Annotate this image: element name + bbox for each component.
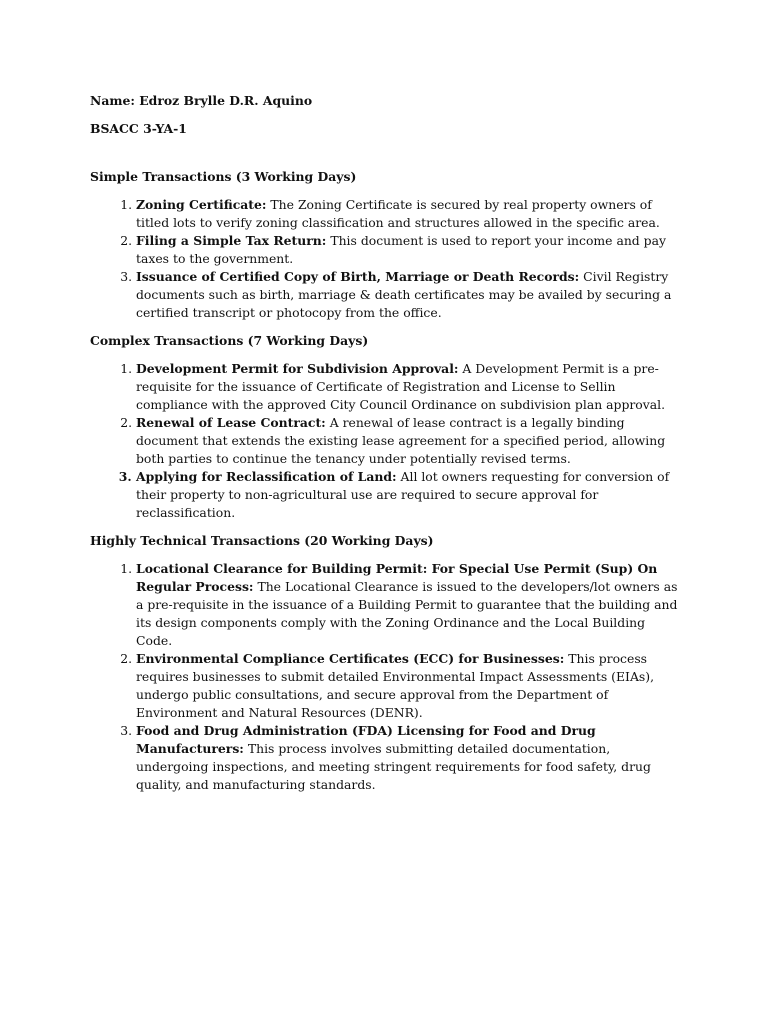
item-term: Zoning Certificate: (136, 197, 267, 212)
item-text: This process requires businesses to submit detailed Environmental Impact Assessments (EIAs), undergo public consultations, and secure approval from the Department of Environment and Natural Resources (DENR). (136, 651, 655, 720)
item-text: Civil Registry documents such as birth, marriage & death certificates may be availed by securing a certified transcript or photocopy from the office. (136, 269, 672, 320)
item-text: A Development Permit is a pre-requisite for the issuance of Certificate of Registration and License to Sellin compliance with the approved City Council Ordinance on subdivision plan approval. (136, 361, 666, 412)
item-term: Food and Drug Administration (FDA) Licensing for Food and Drug Manufacturers: (136, 723, 596, 756)
highly-technical-transactions-list (90, 560, 680, 794)
list-item (136, 468, 680, 522)
student-name: Name: Edroz Brylle D.R. Aquino (90, 93, 313, 108)
list-item (136, 360, 680, 414)
item-term: Filing a Simple Tax Return: (136, 233, 327, 248)
item-term: Renewal of Lease Contract: (136, 415, 326, 430)
simple-transactions-list (90, 196, 680, 322)
list-item (136, 232, 680, 268)
item-text: All lot owners requesting for conversion of their property to non-agricultural use are required to secure approval for reclassification. (136, 469, 670, 520)
course-section: BSACC 3-YA-1 (90, 121, 187, 136)
list-item (136, 650, 680, 722)
list-item (136, 196, 680, 232)
item-text: The Locational Clearance is issued to the developers/lot owners as a pre-requisite in the issuance of a Building Permit to guarantee that the building and its design components comply with the Zoning Ordinance and the Local Building Code. (136, 579, 678, 648)
item-term: Issuance of Certified Copy of Birth, Marriage or Death Records: (136, 269, 580, 284)
complex-transactions-list (90, 360, 680, 522)
item-term: Locational Clearance for Building Permit: For Special Use Permit (Sup) On Regular Process: (136, 561, 658, 594)
list-item (136, 722, 680, 794)
list-item (136, 560, 680, 650)
section-heading-simple: Simple Transactions (3 Working Days) (90, 169, 357, 184)
section-heading-complex: Complex Transactions (7 Working Days) (90, 333, 369, 348)
section-heading-highly-technical: Highly Technical Transactions (20 Working Days) (90, 533, 434, 548)
document-page (90, 92, 680, 804)
item-term: Development Permit for Subdivision Approval: (136, 361, 459, 376)
item-text: The Zoning Certificate is secured by real property owners of titled lots to verify zoning classification and structures allowed in the specific area. (136, 197, 660, 230)
list-item (136, 268, 680, 322)
item-term: Environmental Compliance Certificates (ECC) for Businesses: (136, 651, 565, 666)
item-text: This process involves submitting detailed documentation, undergoing inspections, and meeting stringent requirements for food safety, drug quality, and manufacturing standards. (136, 741, 651, 792)
item-term: Applying for Reclassification of Land: (136, 469, 397, 484)
item-text: A renewal of lease contract is a legally binding document that extends the existing lease agreement for a specified period, allowing both parties to continue the tenancy under potentially revised terms. (136, 415, 666, 466)
item-text: This document is used to report your income and pay taxes to the government. (136, 233, 666, 266)
list-item (136, 414, 680, 468)
